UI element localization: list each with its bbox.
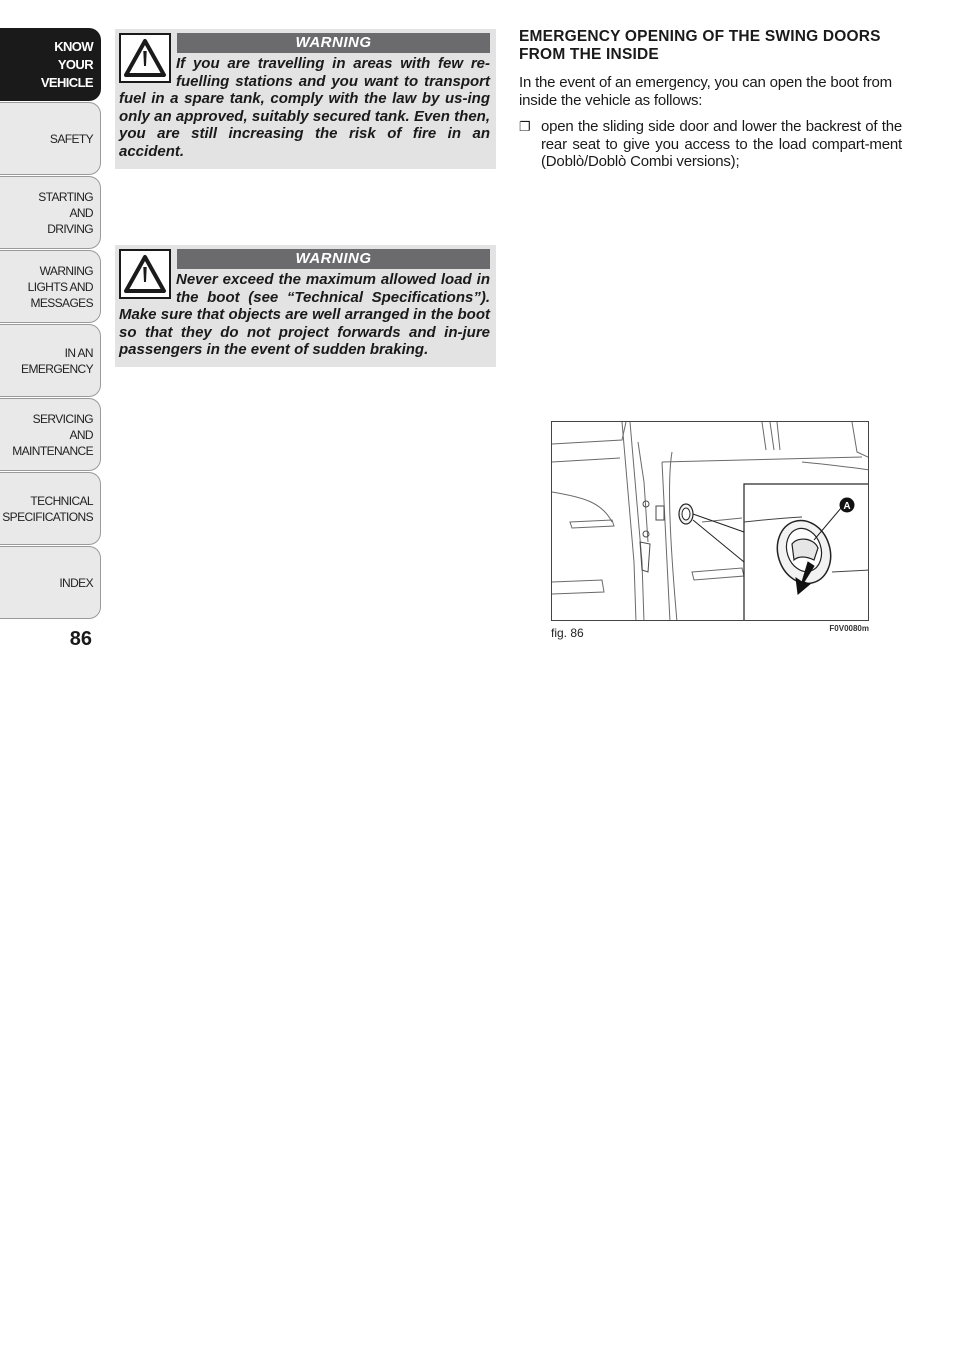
warning-box-fuel-tank [115, 29, 496, 169]
chapter-tabs [0, 28, 101, 620]
section-intro: In the event of an emergency, you can open the boot from inside the vehicle as follows: [519, 74, 892, 109]
figure-code: F0V0080m [829, 624, 869, 633]
tab-in-an-emergency[interactable]: IN AN EMERGENCY [0, 324, 101, 397]
warning-title: WARNING [177, 33, 490, 53]
list-item [519, 118, 902, 171]
warning-box-max-load [115, 245, 496, 367]
figure-86-illustration [551, 421, 869, 621]
emergency-lever-small [679, 504, 693, 524]
warning-text: Never exceed the maximum allowed load in the boot (see “Technical Specifications”). Make sure that objects are well arranged in the boot so that they do not project forwards and in-jure passengers in the event of sudden braking. [119, 271, 490, 359]
bullet-icon: ❐ [519, 119, 531, 134]
tab-safety[interactable]: SAFETY [0, 102, 101, 175]
tab-servicing-and-maintenance[interactable]: SERVICING AND MAINTENANCE [0, 398, 101, 471]
door-interior-drawing [552, 422, 869, 621]
warning-text: If you are travelling in areas with few re-fuelling stations and you want to transport fuel in a spare tank, comply with the law by us-ing only an approved, suitably secured tank. Even then, you are still increasing the risk of fire in an accident. [119, 55, 490, 160]
tab-technical-specifications[interactable]: TECHNICAL SPECIFICATIONS [0, 472, 101, 545]
callout-label-a: A [843, 501, 851, 512]
figure-caption: fig. 86 [551, 626, 584, 640]
warning-triangle-icon [119, 249, 171, 299]
tab-know-your-vehicle[interactable]: KNOW YOUR VEHICLE [0, 28, 101, 101]
warning-triangle-icon [119, 33, 171, 83]
tab-starting-and-driving[interactable]: STARTING AND DRIVING [0, 176, 101, 249]
warning-title: WARNING [177, 249, 490, 269]
tab-warning-lights-and-messages[interactable]: WARNING LIGHTS AND MESSAGES [0, 250, 101, 323]
tab-index[interactable]: INDEX [0, 546, 101, 619]
section-title: EMERGENCY OPENING OF THE SWING DOORS FROM THE INSIDE [519, 28, 881, 63]
list-item-text: open the sliding side door and lower the backrest of the rear seat to give you access to the load compart-ment (Doblò/Doblò Combi versions); [541, 118, 902, 170]
page-number: 86 [69, 628, 92, 650]
